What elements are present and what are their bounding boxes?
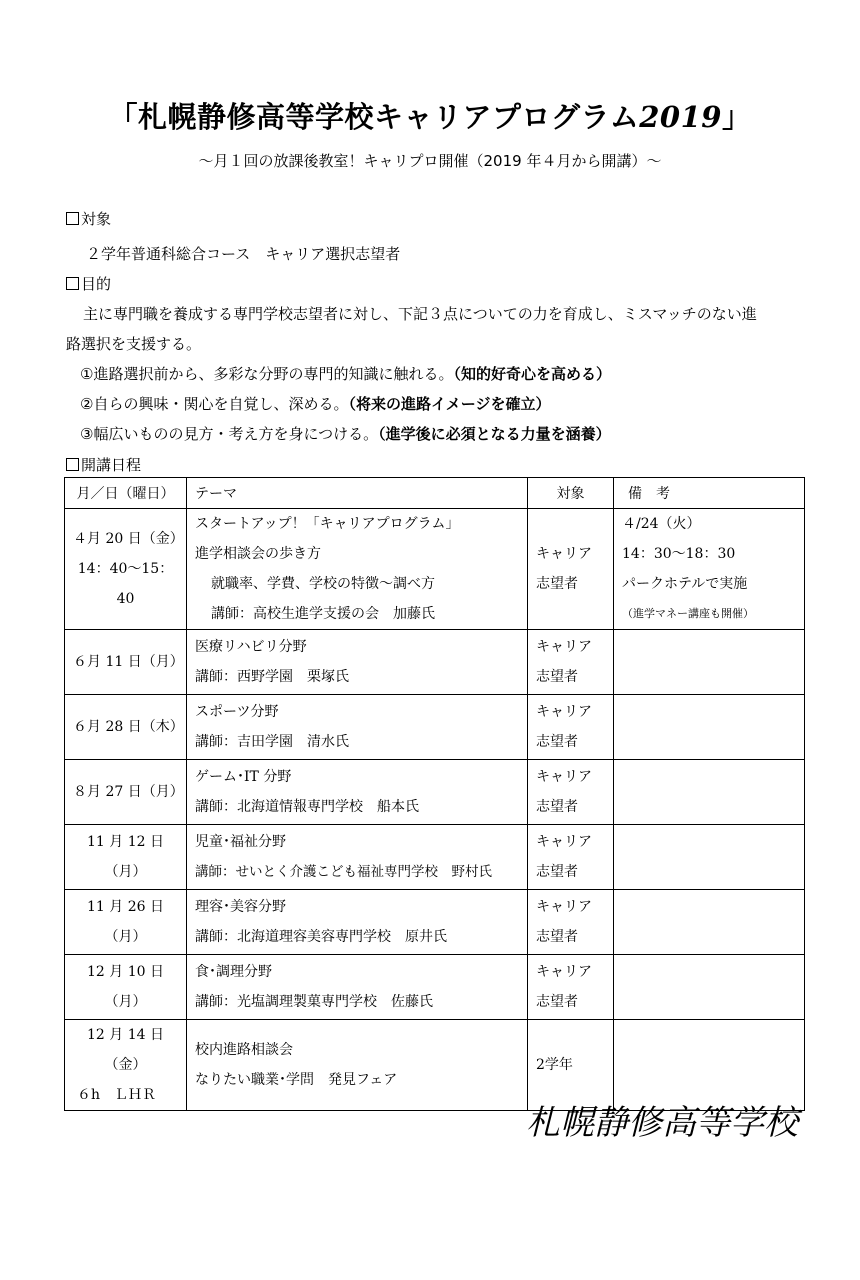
note-cell: [614, 695, 805, 760]
document-subtitle: 〜月１回の放課後教室！キャリプロ開催（2019 年４月から開講）〜: [198, 152, 662, 170]
target-cell: [528, 509, 614, 630]
note-line: ４/24（火）: [622, 516, 701, 532]
target-line: キャリア: [536, 834, 592, 850]
note-cell: [614, 630, 805, 695]
note-cell: [614, 890, 805, 955]
target-heading-label: 対象: [81, 210, 112, 228]
target-line: キャリア: [536, 769, 592, 785]
target-cell: [528, 695, 614, 760]
theme-line: 進学相談会の歩き方: [195, 546, 321, 562]
table-row: [65, 825, 805, 890]
date-text: 12 月 14 日（金）: [87, 1027, 164, 1073]
date-cell: [65, 1020, 187, 1111]
note-cell: [614, 955, 805, 1020]
table-row: [65, 509, 805, 630]
schedule-table: [64, 477, 805, 1111]
time-text: 14：40〜15：40: [77, 561, 174, 607]
point-emphasis: （将来の進路イメージを確立）: [348, 395, 551, 413]
point-text: ③幅広いものの見方・考え方を身につける。: [80, 425, 379, 443]
target-cell: [528, 760, 614, 825]
theme-line: なりたい職業･学問 発見フェア: [195, 1072, 398, 1088]
table-header-row: [65, 478, 805, 509]
target-line: キャリア: [536, 704, 592, 720]
target-line: 志望者: [536, 799, 578, 815]
table-row: [65, 760, 805, 825]
date-text: ４月 20 日（金）: [73, 531, 184, 547]
theme-line: 校内進路相談会: [195, 1042, 293, 1058]
theme-line: スポーツ分野: [195, 704, 279, 720]
note-cell: [614, 825, 805, 890]
header-target: 対象: [528, 478, 614, 509]
point-text: ①進路選択前から、多彩な分野の専門的知識に触れる。: [80, 365, 454, 383]
target-text: ２学年普通科総合コース キャリア選択志望者: [86, 245, 401, 263]
school-name-footer: 札幌静修高等学校: [526, 1103, 798, 1143]
checkbox-icon: [66, 458, 79, 471]
note-cell: [614, 509, 805, 630]
theme-cell: [187, 825, 528, 890]
theme-cell: [187, 630, 528, 695]
target-line: 志望者: [536, 669, 578, 685]
date-cell: 11 月 12 日（月）: [65, 825, 187, 890]
note-cell: [614, 760, 805, 825]
theme-line: 食･調理分野: [195, 964, 272, 980]
point-emphasis: （進学後に必須となる力量を涵養）: [378, 425, 611, 443]
header-note: 備 考: [614, 478, 805, 509]
date-cell: 12 月 10 日（月）: [65, 955, 187, 1020]
title-year: 2019: [639, 100, 722, 134]
target-line: 志望者: [536, 864, 578, 880]
theme-line: 就職率、学費、学校の特徴〜調べ方: [211, 576, 435, 592]
document-title: [0, 95, 860, 136]
header-theme: テーマ: [187, 478, 528, 509]
lecturer-line: 講師：光塩調理製菓専門学校 佐藤氏: [195, 994, 433, 1010]
date-cell: ６月 28 日（木）: [65, 695, 187, 760]
note-line: 14：30〜18：30: [622, 546, 736, 562]
target-line: キャリア: [536, 964, 592, 980]
target-cell: [528, 955, 614, 1020]
purpose-line-2: 路選択を支援する。: [66, 335, 202, 353]
purpose-point-1: [80, 363, 611, 384]
theme-line: 医療リハビリ分野: [195, 639, 307, 655]
note-line: パークホテルで実施: [622, 576, 748, 592]
time-text: ６h ＬＨＲ: [77, 1087, 157, 1103]
checkbox-icon: [66, 212, 79, 225]
note-line: （進学マネー講座も開催）: [622, 607, 754, 620]
target-cell: [528, 825, 614, 890]
target-cell: [528, 890, 614, 955]
date-cell: ８月 27 日（月）: [65, 760, 187, 825]
target-line: キャリア: [536, 899, 592, 915]
lecturer-line: 講師：高校生進学支援の会 加藤氏: [211, 606, 435, 622]
table-row: [65, 890, 805, 955]
lecturer-line: 講師：せいとく介護こども福祉専門学校 野村氏: [195, 864, 492, 880]
target-cell: [528, 630, 614, 695]
target-line: キャリア: [536, 546, 592, 562]
purpose-point-3: [80, 423, 611, 444]
theme-line: スタートアップ！「キャリアプログラム」: [195, 516, 460, 532]
date-cell: [65, 509, 187, 630]
theme-line: 理容･美容分野: [195, 899, 286, 915]
lecturer-line: 講師：北海道理容美容専門学校 原井氏: [195, 929, 447, 945]
target-line: 志望者: [536, 929, 578, 945]
theme-cell: [187, 509, 528, 630]
date-cell: ６月 11 日（月）: [65, 630, 187, 695]
table-row: [65, 630, 805, 695]
table-row: [65, 955, 805, 1020]
theme-cell: [187, 760, 528, 825]
theme-line: 児童･福祉分野: [195, 834, 286, 850]
purpose-point-2: [80, 393, 551, 414]
theme-cell: [187, 1020, 528, 1111]
schedule-heading-label: 開講日程: [81, 456, 142, 474]
target-heading: [66, 208, 111, 229]
lecturer-line: 講師：西野学園 栗塚氏: [195, 669, 349, 685]
purpose-heading-label: 目的: [81, 275, 112, 293]
point-emphasis: （知的好奇心を高める）: [453, 365, 611, 383]
table-row: [65, 695, 805, 760]
checkbox-icon: [66, 277, 79, 290]
theme-cell: [187, 890, 528, 955]
target-cell: 2学年: [528, 1020, 614, 1111]
target-line: 志望者: [536, 576, 578, 592]
date-cell: 11 月 26 日（月）: [65, 890, 187, 955]
header-date: 月／日（曜日）: [65, 478, 187, 509]
theme-cell: [187, 955, 528, 1020]
lecturer-line: 講師：吉田学園 清水氏: [195, 734, 349, 750]
purpose-heading: [66, 273, 111, 294]
theme-cell: [187, 695, 528, 760]
point-text: ②自らの興味・関心を自覚し、深める。: [80, 395, 349, 413]
lecturer-line: 講師：北海道情報専門学校 船本氏: [195, 799, 419, 815]
title-close: 」: [721, 100, 752, 134]
purpose-line-1: 主に専門職を養成する専門学校志望者に対し、下記３点についての力を育成し、ミスマッチのない進: [83, 305, 757, 323]
schedule-heading: [66, 454, 141, 475]
title-main: 「札幌静修高等学校キャリアプログラム: [108, 100, 640, 134]
target-line: 志望者: [536, 994, 578, 1010]
target-line: 志望者: [536, 734, 578, 750]
theme-line: ゲーム･IT 分野: [195, 769, 292, 785]
target-line: キャリア: [536, 639, 592, 655]
